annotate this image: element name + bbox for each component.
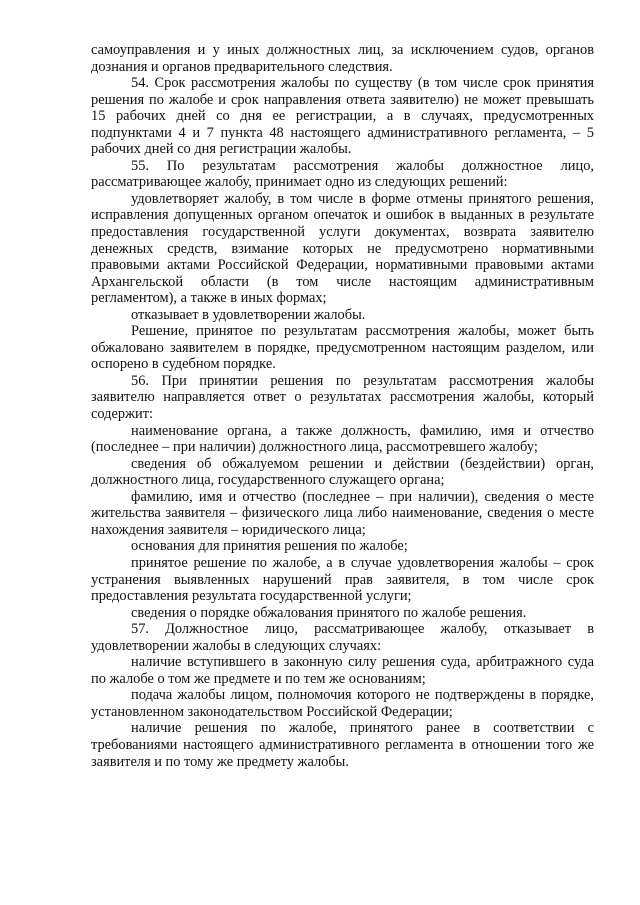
paragraph-option-satisfy: удовлетворяет жалобу, в том числе в форме отмены принятого решения, исправления допущенных органом опечаток и ошибок в выданных в результате предоставления государственной услуги документах, возврата заявителю денежных средств, взимание которых не предусмотрено нормативными правовыми актами Российской Федерации, нормативными правовыми актами Архангельской области (в том числе настоящим административным регламентом), а также в иных формах; <box>91 190 594 307</box>
paragraph-item-55: 55. По результатам рассмотрения жалобы должностное лицо, рассматривающее жалобу, принимает одно из следующих решений: <box>91 157 594 191</box>
paragraph-answer-organ: наименование органа, а также должность, фамилию, имя и отчество (последнее – при наличии) должностного лица, рассмотревшего жалобу; <box>91 422 594 456</box>
paragraph-answer-result: принятое решение по жалобе, а в случае удовлетворения жалобы – срок устранения выявленных нарушений прав заявителя, в том числе срок предоставления результата государственной услуги; <box>91 554 594 605</box>
paragraph-appeal: Решение, принятое по результатам рассмотрения жалобы, может быть обжаловано заявителем в порядке, предусмотренном настоящим разделом, или оспорено в судебном порядке. <box>91 323 594 373</box>
paragraph-continuation: самоуправления и у иных должностных лиц, за исключением судов, органов дознания и органов предварительного следствия. <box>91 42 594 75</box>
paragraph-refusal-authority: подача жалобы лицом, полномочия которого не подтверждены в порядке, установленном законодательством Российской Федерации; <box>91 687 594 720</box>
document-page <box>91 42 594 770</box>
paragraph-answer-appeal-info: сведения о порядке обжалования принятого по жалобе решения. <box>131 604 527 621</box>
paragraph-option-refuse: отказывает в удовлетворении жалобы. <box>131 306 366 323</box>
paragraph-item-56: 56. При принятии решения по результатам рассмотрения жалобы заявителю направляется ответ о результатах рассмотрения жалобы, который содержит: <box>91 372 594 423</box>
paragraph-item-57: 57. Должностное лицо, рассматривающее жалобу, отказывает в удовлетворении жалобы в следующих случаях: <box>91 621 594 654</box>
paragraph-answer-applicant: фамилию, имя и отчество (последнее – при наличии), сведения о месте жительства заявителя – физического лица либо наименование, сведения о месте нахождения заявителя – юридического лица; <box>91 488 594 538</box>
paragraph-refusal-prior-decision: наличие решения по жалобе, принятого ранее в соответствии с требованиями настоящего административного регламента в отношении того же заявителя и по тому же предмету жалобы. <box>91 720 594 770</box>
paragraph-answer-grounds: основания для принятия решения по жалобе; <box>131 538 408 555</box>
paragraph-item-54: 54. Срок рассмотрения жалобы по существу (в том числе срок принятия решения по жалобе и срок направления ответа заявителю) не может превышать 15 рабочих дней со дня ее регистрации, а в случаях, предусмотренных подпунктами 4 и 7 пункта 48 настоящего административного регламента, – 5 рабочих дней со дня регистрации жалобы. <box>91 75 594 158</box>
paragraph-answer-decision: сведения об обжалуемом решении и действии (бездействии) орган, должностного лица, государственного служащего органа; <box>91 455 594 489</box>
paragraph-refusal-court: наличие вступившего в законную силу решения суда, арбитражного суда по жалобе о том же предмете и по тем же основаниям; <box>91 654 594 687</box>
